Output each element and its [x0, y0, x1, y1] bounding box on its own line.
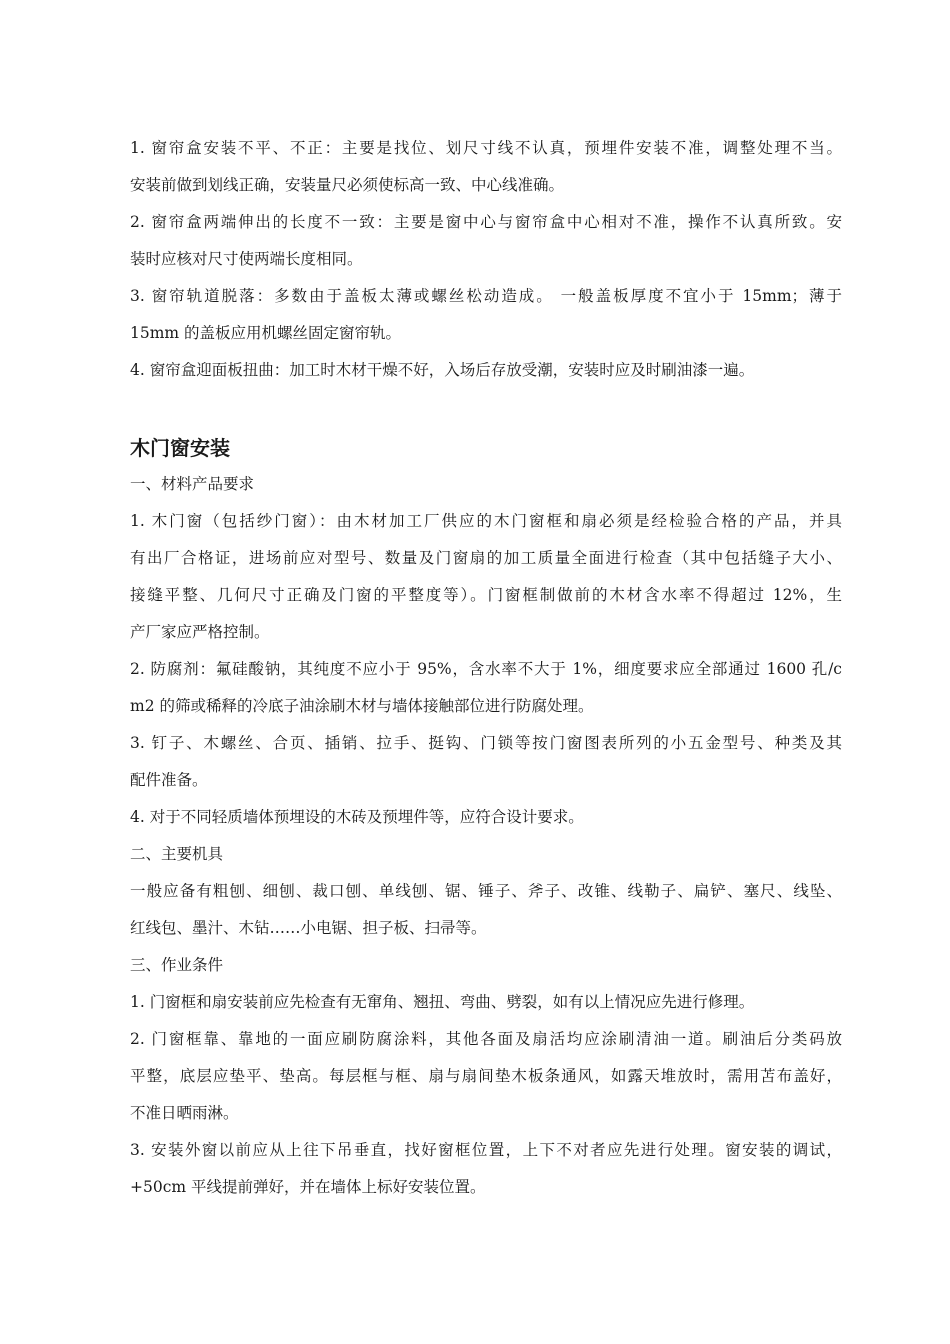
body-paragraph [130, 1132, 842, 1206]
body-paragraph [130, 725, 842, 799]
issue-paragraph [130, 130, 842, 204]
body-paragraph [130, 651, 842, 725]
curtain-box-issues [130, 130, 842, 389]
text-line: 一般应备有粗刨、细刨、裁口刨、单线刨、锯、锤子、斧子、改锥、线勒子、扁铲、塞尺、线坠、 [130, 882, 842, 900]
body-paragraph [130, 799, 842, 836]
text-line: 一、材料产品要求 [130, 475, 255, 493]
section-heading: 木门窗安装 [130, 436, 230, 460]
text-line: 配件准备。 [130, 771, 208, 789]
text-line: 红线包、墨汁、木钻……小电锯、担子板、扫帚等。 [130, 919, 487, 937]
text-line: 15mm 的盖板应用机螺丝固定窗帘轨。 [130, 324, 402, 342]
text-line: 2. 门窗框靠、靠地的一面应刷防腐涂料，其他各面及扇活均应涂刷清油一道。刷油后分类码放 [130, 1030, 842, 1048]
text-line: 不准日晒雨淋。 [130, 1104, 239, 1122]
text-line: 1. 门窗框和扇安装前应先检查有无窜角、翘扭、弯曲、劈裂，如有以上情况应先进行修理。 [130, 993, 755, 1011]
text-line: 接缝平整、几何尺寸正确及门窗的平整度等）。门窗框制做前的木材含水率不得超过 12%，生 [130, 586, 842, 604]
text-line: 有出厂合格证，进场前应对型号、数量及门窗扇的加工质量全面进行检查（其中包括缝子大小、 [130, 549, 842, 567]
body-paragraph [130, 873, 842, 947]
text-line: 二、主要机具 [130, 845, 224, 863]
text-line: 4. 对于不同轻质墙体预埋设的木砖及预埋件等，应符合设计要求。 [130, 808, 584, 826]
text-line: 产厂家应严格控制。 [130, 623, 270, 641]
issue-paragraph [130, 278, 842, 352]
subsection-title [130, 836, 842, 873]
text-line: 安装前做到划线正确，安装量尺必须使标高一致、中心线准确。 [130, 176, 565, 194]
text-line: 3. 钉子、木螺丝、合页、插销、拉手、挺钩、门锁等按门窗图表所列的小五金型号、种类及其 [130, 734, 842, 752]
issue-paragraph [130, 352, 842, 389]
body-paragraph [130, 984, 842, 1021]
body-paragraph [130, 1021, 842, 1132]
text-line: 1. 窗帘盒安装不平、不正：主要是找位、划尺寸线不认真，预埋件安装不准，调整处理不当。 [130, 139, 842, 157]
text-line: 4. 窗帘盒迎面板扭曲：加工时木材干燥不好，入场后存放受潮，安装时应及时刷油漆一遍。 [130, 361, 755, 379]
text-line: 3. 安装外窗以前应从上往下吊垂直，找好窗框位置，上下不对者应先进行处理。窗安装的调试， [130, 1141, 842, 1159]
text-line: m2 的筛或稀释的冷底子油涂刷木材与墙体接触部位进行防腐处理。 [130, 697, 594, 715]
text-line: 装时应核对尺寸使两端长度相同。 [130, 250, 363, 268]
section-body [130, 466, 842, 1206]
text-line: 1. 木门窗（包括纱门窗）：由木材加工厂供应的木门窗框和扇必须是经检验合格的产品，并具 [130, 512, 842, 530]
text-line: 2. 防腐剂：氟硅酸钠，其纯度不应小于 95%，含水率不大于 1%，细度要求应全部通过 1600 孔/c [130, 660, 842, 678]
issue-paragraph [130, 204, 842, 278]
text-line: 三、作业条件 [130, 956, 224, 974]
subsection-title [130, 466, 842, 503]
subsection-title [130, 947, 842, 984]
text-line: +50cm 平线提前弹好，并在墙体上标好安装位置。 [130, 1178, 486, 1196]
text-line: 3. 窗帘轨道脱落：多数由于盖板太薄或螺丝松动造成。 一般盖板厚度不宜小于 15mm；薄于 [130, 287, 842, 305]
text-line: 平整，底层应垫平、垫高。每层框与框、扇与扇间垫木板条通风，如露天堆放时，需用苫布盖好， [130, 1067, 842, 1085]
text-line: 2. 窗帘盒两端伸出的长度不一致：主要是窗中心与窗帘盒中心相对不准，操作不认真所致。安 [130, 213, 842, 231]
body-paragraph [130, 503, 842, 651]
